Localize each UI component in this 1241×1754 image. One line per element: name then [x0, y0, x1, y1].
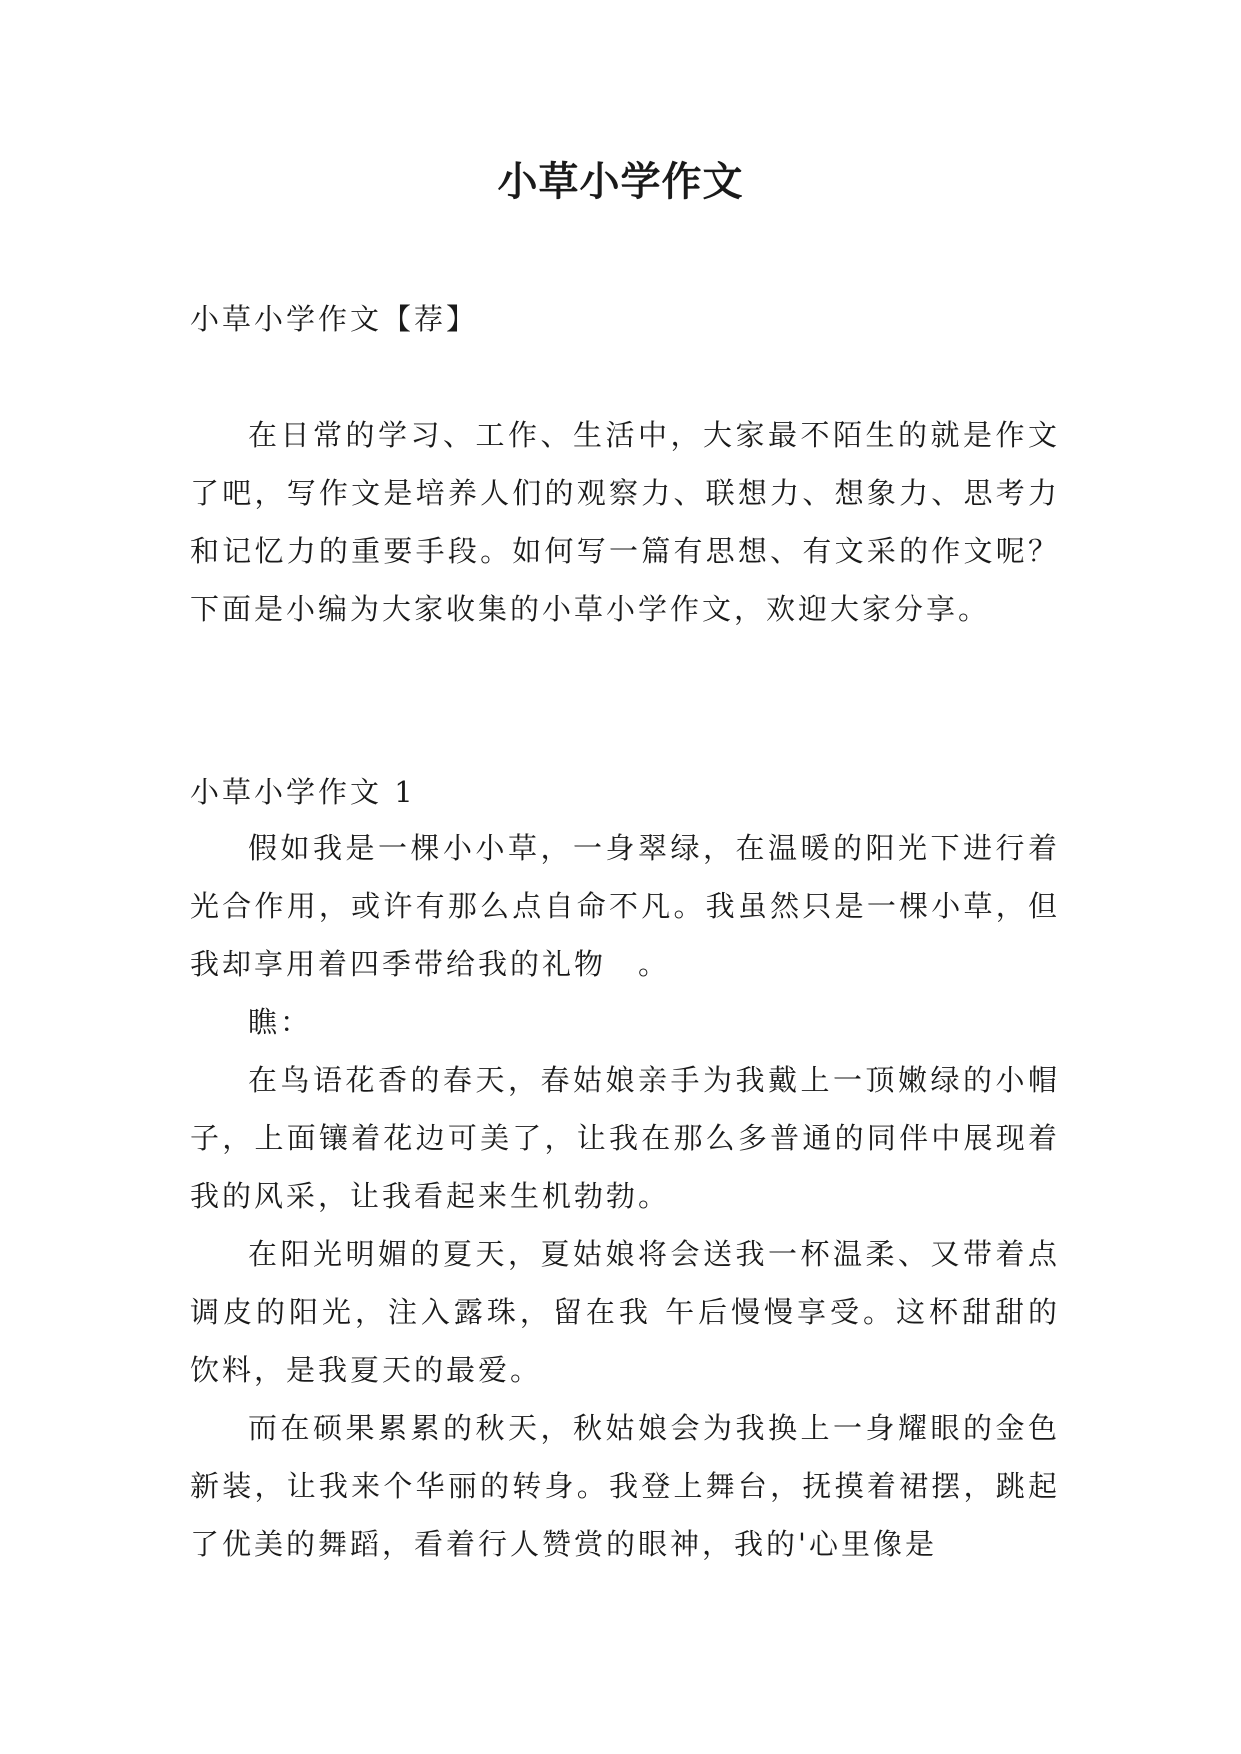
document-title: 小草小学作文	[497, 158, 744, 205]
essay-paragraph-2: 瞧：	[248, 1005, 313, 1039]
essay-paragraph-5: 而在硕果累累的秋天，秋姑娘会为我换上一身耀眼的金色新装，让我来个华丽的转身。我登上舞台，抚摸着裙摆，跳起了优美的舞蹈，看着行人赞赏的眼神，我的'心里像是	[190, 1411, 1060, 1561]
essay-paragraph-4: 在阳光明媚的夏天，夏姑娘将会送我一杯温柔、又带着点调皮的阳光，注入露珠，留在我 午后慢慢享受。这杯甜甜的饮料，是我夏天的最爱。	[190, 1237, 1060, 1387]
document-subtitle: 小草小学作文【荐】	[190, 302, 479, 336]
essay-body	[190, 819, 1060, 1573]
section-heading: 小草小学作文 1	[190, 775, 416, 809]
intro-block	[190, 406, 1060, 638]
intro-paragraph: 在日常的学习、工作、生活中，大家最不陌生的就是作文了吧，写作文是培养人们的观察力、联想力、想象力、思考力和记忆力的重要手段。如何写一篇有思想、有文采的作文呢？下面是小编为大家收集的小草小学作文，欢迎大家分享。	[190, 418, 1060, 626]
essay-paragraph-1: 假如我是一棵小小草，一身翠绿，在温暖的阳光下进行着光合作用，或许有那么点自命不凡。我虽然只是一棵小草，但我却享用着四季带给我的礼物 。	[190, 831, 1060, 981]
essay-paragraph-3: 在鸟语花香的春天，春姑娘亲手为我戴上一顶嫩绿的小帽子，上面镶着花边可美了，让我在那么多普通的同伴中展现着我的风采，让我看起来生机勃勃。	[190, 1063, 1060, 1213]
